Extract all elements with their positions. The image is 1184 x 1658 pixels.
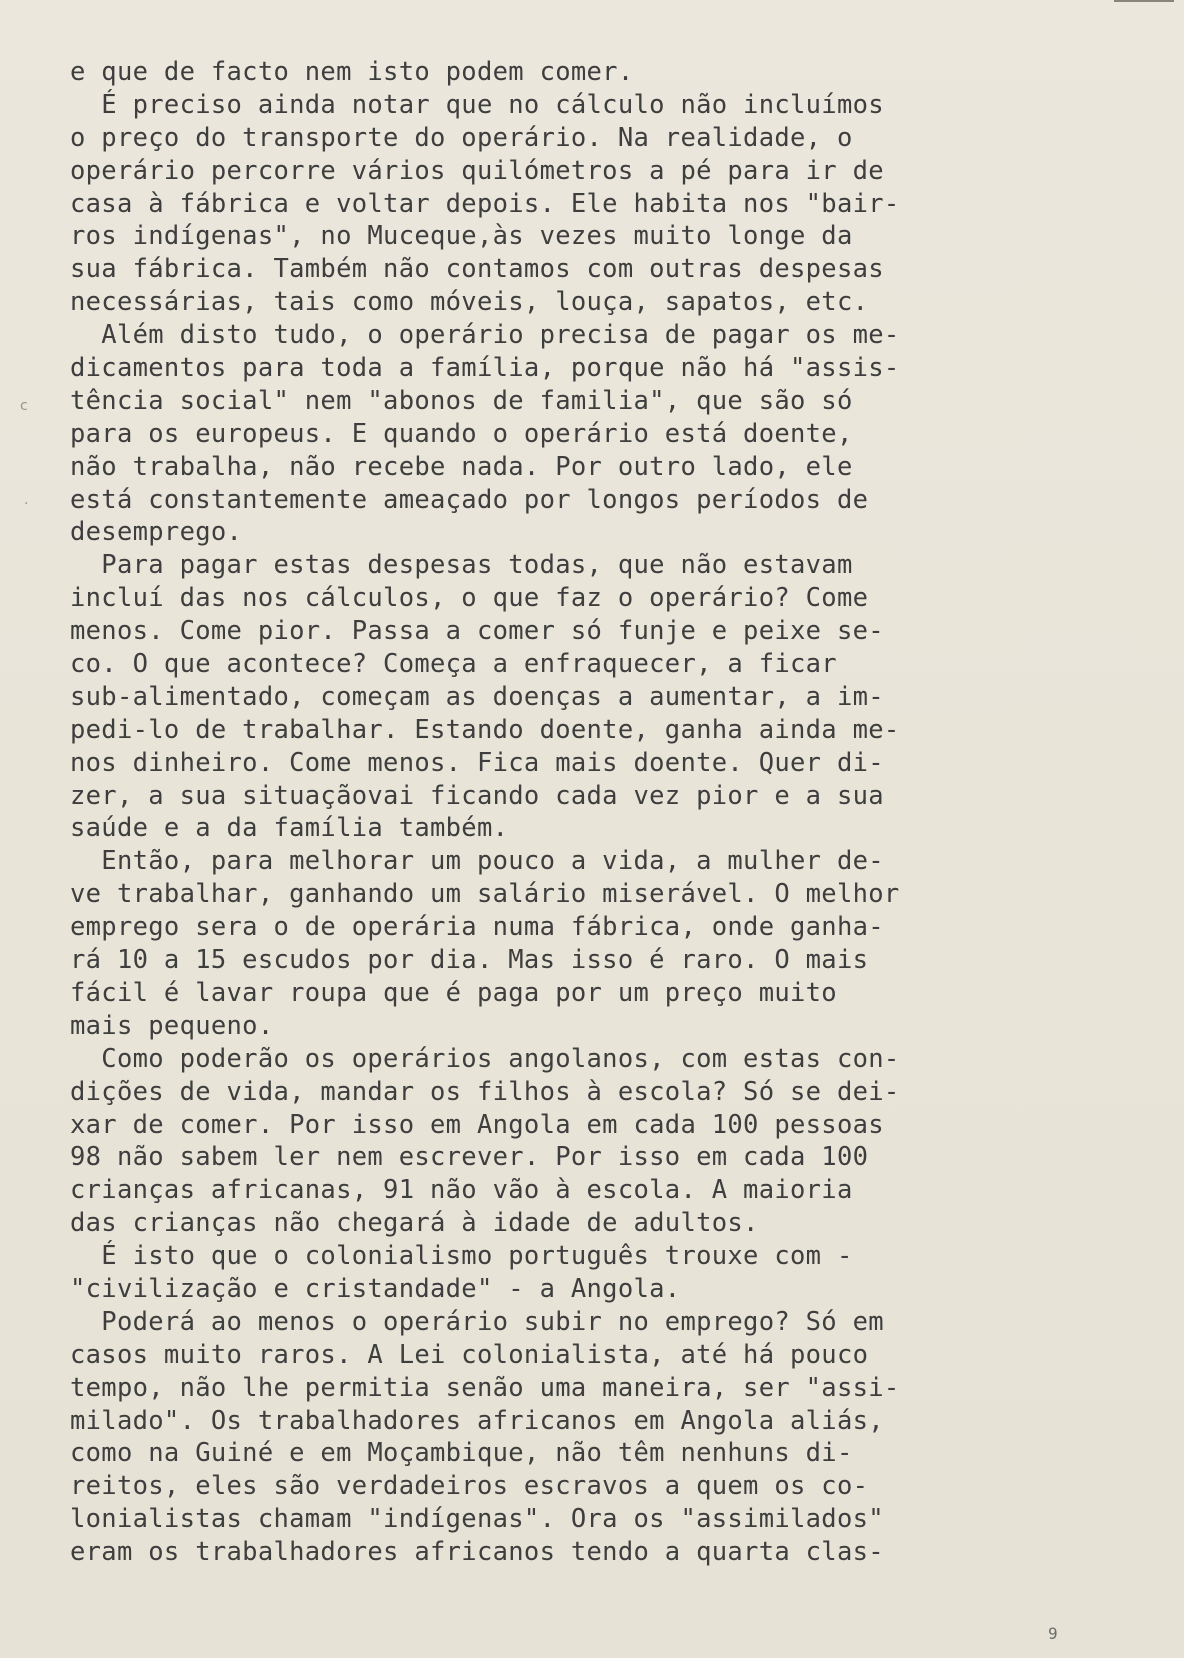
text-line: incluí das nos cálculos, o que faz o operário? Come [70,583,869,614]
text-line: ros indígenas", no Muceque,às vezes muito longe da [70,221,853,252]
text-line: Para pagar estas despesas todas, que não estavam [70,550,853,581]
text-line: para os europeus. E quando o operário está doente, [70,418,853,449]
text-line: 98 não sabem ler nem escrever. Por isso em cada 100 [70,1142,869,1173]
text-line: Além disto tudo, o operário precisa de pagar os me- [70,320,900,351]
text-line: eram os trabalhadores africanos tendo a quarta clas- [70,1537,884,1568]
text-line: como na Guiné e em Moçambique, não têm nenhuns di- [70,1438,853,1469]
text-line: ve trabalhar, ganhando um salário miserável. O melhor [70,879,900,910]
text-line: sub-alimentado, começam as doenças a aumentar, a im- [70,681,884,712]
text-line: crianças africanas, 91 não vão à escola. A maioria [70,1175,853,1206]
text-line: Poderá ao menos o operário subir no emprego? Só em [70,1306,884,1337]
text-line: dições de vida, mandar os filhos à escola? Só se dei- [70,1076,900,1107]
text-line: menos. Come pior. Passa a comer só funje e peixe se- [70,616,884,647]
text-line: não trabalha, não recebe nada. Por outro lado, ele [70,451,853,482]
text-line: o preço do transporte do operário. Na realidade, o [70,122,853,153]
text-line: lonialistas chamam "indígenas". Ora os "assimilados" [70,1504,884,1535]
text-line: dicamentos para toda a família, porque não há "assis- [70,353,900,384]
text-line: rá 10 a 15 escudos por dia. Mas isso é raro. O mais [70,945,869,976]
text-line: tência social" nem "abonos de familia", que são só [70,385,853,416]
text-line: milado". Os trabalhadores africanos em Angola aliás, [70,1405,884,1436]
text-line: desemprego. [70,517,243,548]
text-line: mais pequeno. [70,1010,274,1041]
text-line: co. O que acontece? Começa a enfraquecer, a ficar [70,649,837,680]
text-line: saúde e a da família também. [70,813,509,844]
text-line: É isto que o colonialismo português trouxe com - [70,1241,853,1272]
margin-mark: c [20,398,28,414]
text-line: está constantemente ameaçado por longos períodos de [70,484,869,515]
text-line: pedi-lo de trabalhar. Estando doente, ganha ainda me- [70,714,900,745]
text-line: e que de facto nem isto podem comer. [70,57,634,87]
text-line: tempo, não lhe permitia senão uma maneira, ser "assi- [70,1372,900,1403]
text-line: casa à fábrica e voltar depois. Ele habita nos "bair- [70,188,900,219]
text-line: sua fábrica. Também não contamos com outras despesas [70,254,884,285]
text-line: necessárias, tais como móveis, louça, sapatos, etc. [70,287,869,318]
text-line: É preciso ainda notar que no cálculo não incluímos [70,89,884,120]
text-line: fácil é lavar roupa que é paga por um preço muito [70,977,837,1008]
text-line: "civilização e cristandade" - a Angola. [70,1273,681,1304]
page-number: 9 [1048,1624,1058,1643]
text-line: emprego sera o de operária numa fábrica, onde ganha- [70,912,884,943]
text-line: xar de comer. Por isso em Angola em cada 100 pessoas [70,1109,884,1140]
text-line: Como poderão os operários angolanos, com estas con- [70,1043,900,1074]
top-edge-line [1114,0,1174,2]
text-line: casos muito raros. A Lei colonialista, até há pouco [70,1339,869,1370]
margin-mark: · [24,496,29,512]
text-line: nos dinheiro. Come menos. Fica mais doente. Quer di- [70,747,884,778]
text-line: das crianças não chegará à idade de adultos. [70,1208,759,1239]
text-line: zer, a sua situaçãovai ficando cada vez pior e a sua [70,780,884,811]
body-text [70,56,1120,1569]
text-line: reitos, eles são verdadeiros escravos a quem os co- [70,1471,869,1502]
text-line: Então, para melhorar um pouco a vida, a mulher de- [70,846,884,877]
text-line: operário percorre vários quilómetros a pé para ir de [70,155,884,186]
